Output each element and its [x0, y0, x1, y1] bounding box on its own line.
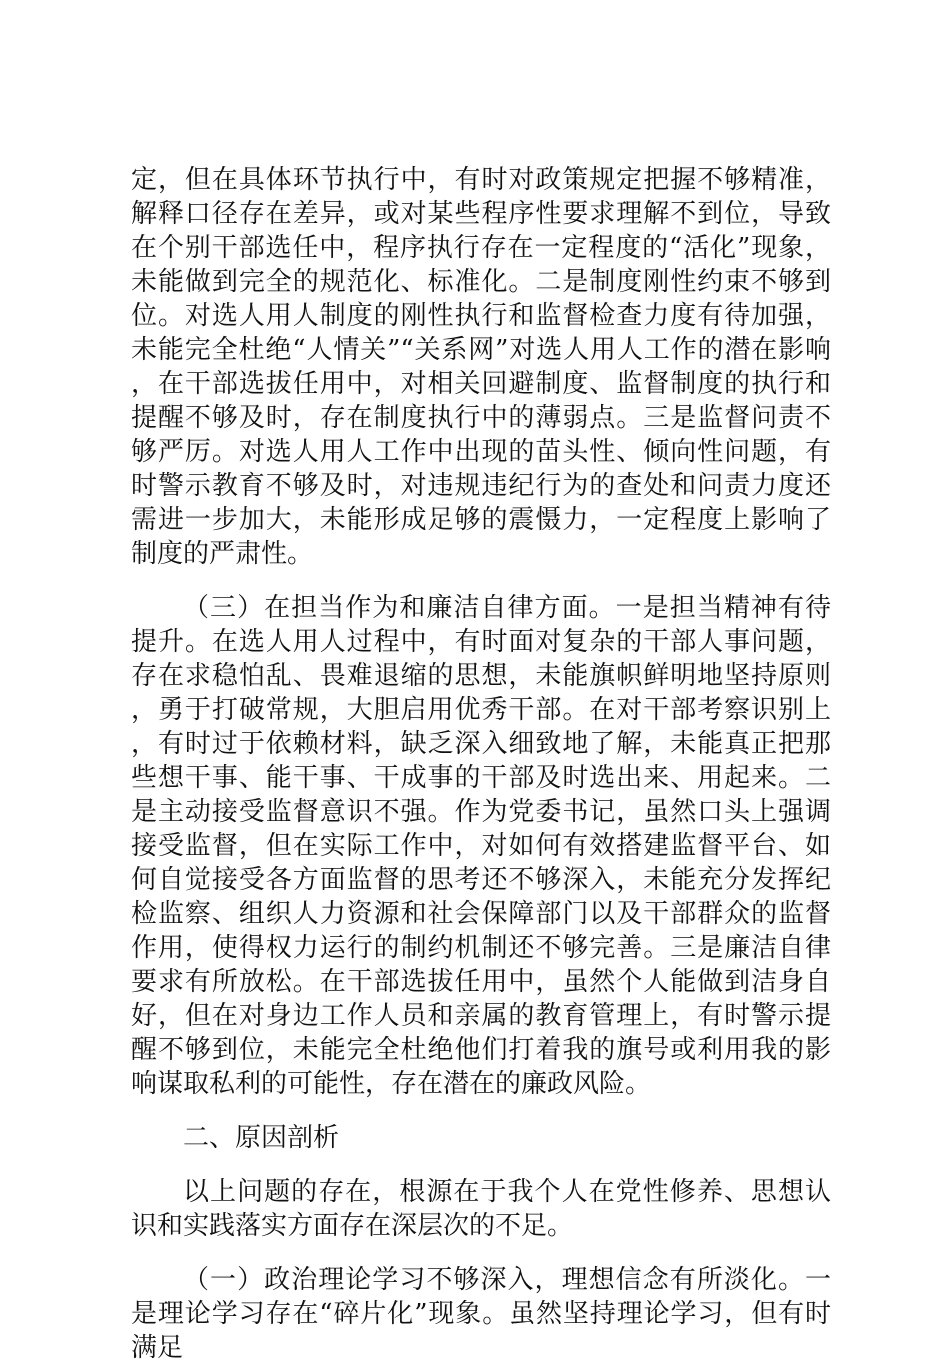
paragraph-cause-one: （一）政治理论学习不够深入，理想信念有所淡化。一是理论学习存在“碎片化”现象。虽然坚持理论学习，但有时满足: [131, 1265, 831, 1363]
paragraph-cause-intro: 以上问题的存在，根源在于我个人在党性修养、思想认识和实践落实方面存在深层次的不足。: [131, 1177, 831, 1241]
paragraph-continuation: 定，但在具体环节执行中，有时对政策规定把握不够精准，解释口径存在差异，或对某些程序性要求理解不到位，导致在个别干部选任中，程序执行存在一定程度的“活化”现象，未能做到完全的规范化、标准化。二是制度刚性约束不够到位。对选人用人制度的刚性执行和监督检查力度有待加强，未能完全杜绝“人情关”“关系网”对选人用人工作的潜在影响，在干部选拔任用中，对相关回避制度、监督制度的执行和提醒不够及时，存在制度执行中的薄弱点。三是监督问责不够严厉。对选人用人工作中出现的苗头性、倾向性问题，有时警示教育不够及时，对违规违纪行为的查处和问责力度还需进一步加大，未能形成足够的震慑力，一定程度上影响了制度的严肃性。: [131, 165, 831, 569]
paragraph-section-three: （三）在担当作为和廉洁自律方面。一是担当精神有待提升。在选人用人过程中，有时面对复杂的干部人事问题，存在求稳怕乱、畏难退缩的思想，未能旗帜鲜明地坚持原则，勇于打破常规，大胆启用优秀干部。在对干部考察识别上，有时过于依赖材料，缺乏深入细致地了解，未能真正把那些想干事、能干事、干成事的干部及时选出来、用起来。二是主动接受监督意识不强。作为党委书记，虽然口头上强调接受监督，但在实际工作中，对如何有效搭建监督平台、如何自觉接受各方面监督的思考还不够深入，未能充分发挥纪检监察、组织人力资源和社会保障部门以及干部群众的监督作用，使得权力运行的制约机制还不够完善。三是廉洁自律要求有所放松。在干部选拔任用中，虽然个人能做到洁身自好，但在对身边工作人员和亲属的教育管理上，有时警示提醒不够到位，未能完全杜绝他们打着我的旗号或利用我的影响谋取私利的可能性，存在潜在的廉政风险。: [131, 593, 831, 1099]
section-heading-cause-analysis: 二、原因剖析: [183, 1123, 340, 1153]
document-body: [131, 163, 831, 1365]
